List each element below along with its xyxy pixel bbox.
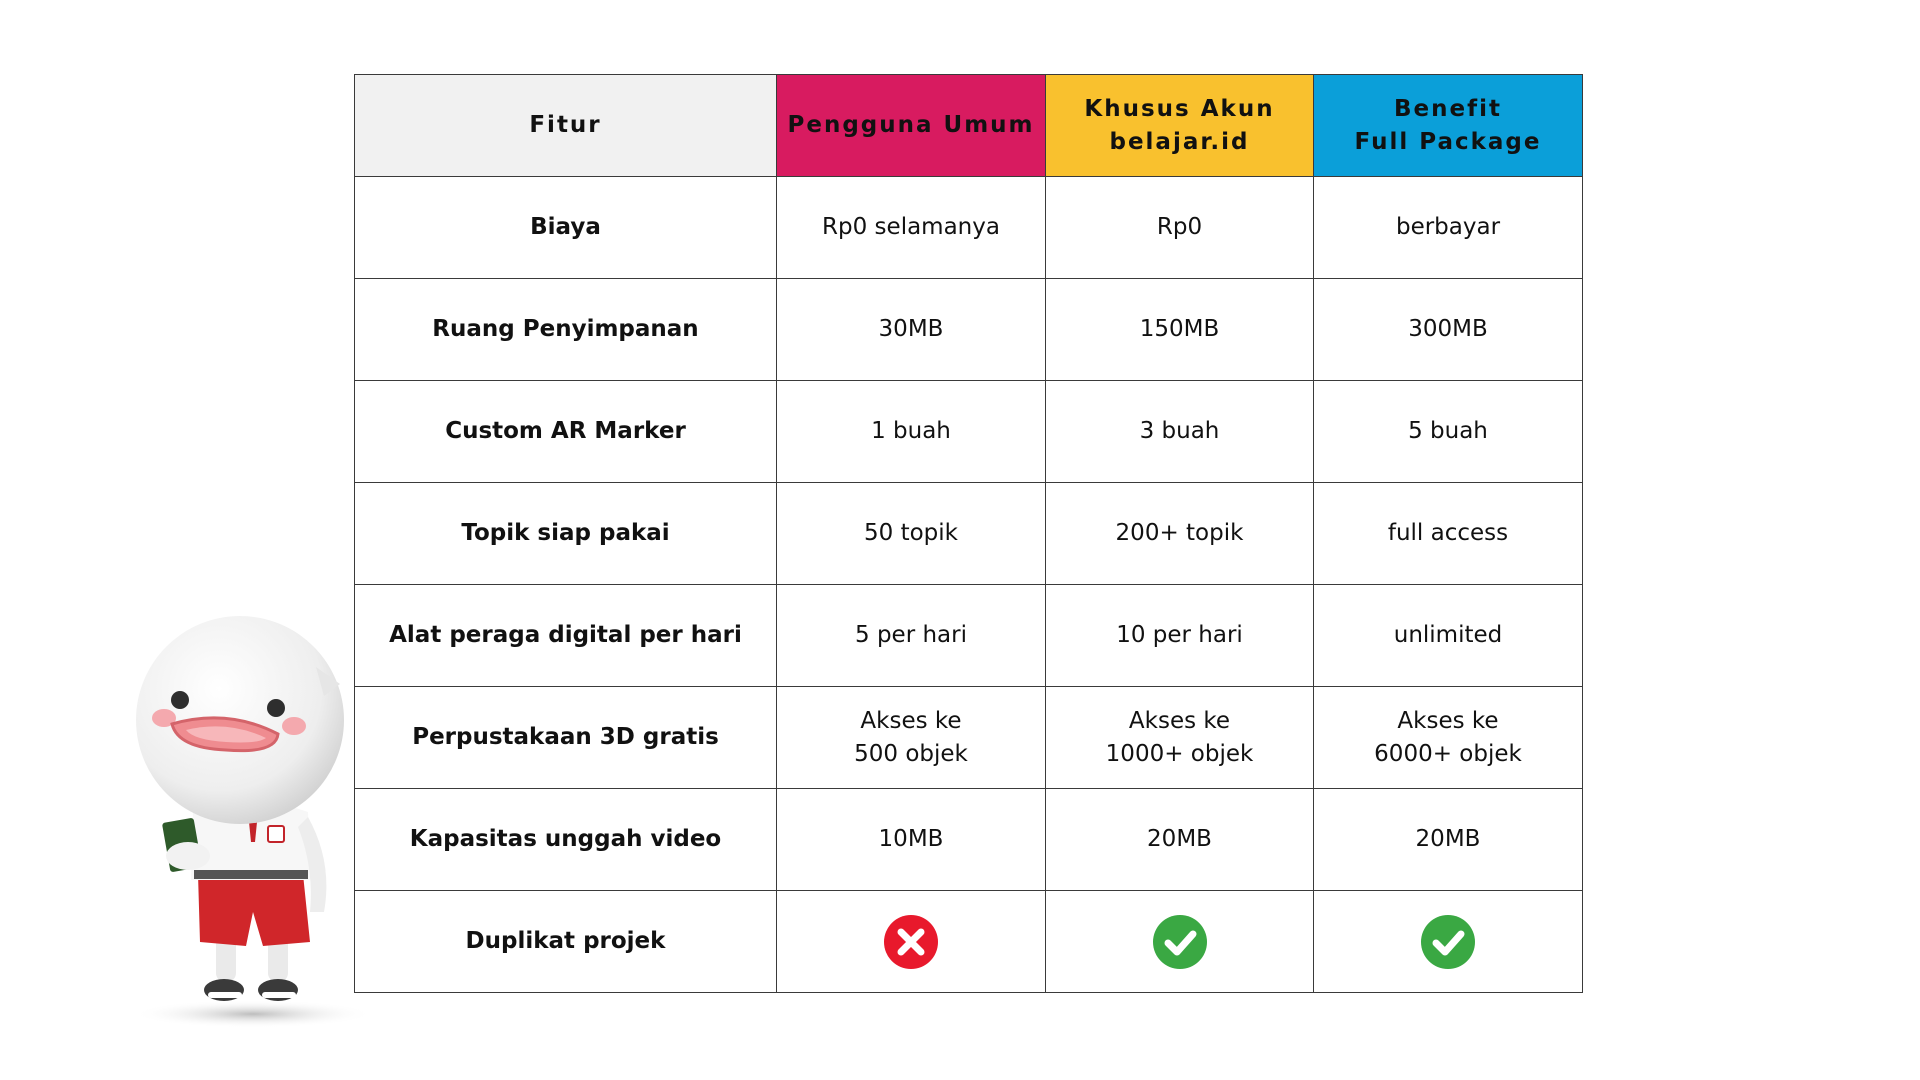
header-akun-belajar-id: Khusus Akun belajar.id [1046, 75, 1314, 177]
header-fitur: Fitur [355, 75, 777, 177]
value-cell: berbayar [1314, 177, 1583, 279]
header-pengguna-umum: Pengguna Umum [777, 75, 1046, 177]
value-cell: 200+ topik [1046, 483, 1314, 585]
table-header-row [355, 75, 1583, 177]
feature-label: Topik siap pakai [355, 483, 777, 585]
table-row [355, 687, 1583, 789]
table-row [355, 483, 1583, 585]
comparison-table [354, 74, 1583, 993]
table-row [355, 789, 1583, 891]
value-cell [1046, 891, 1314, 993]
value-cell: 20MB [1314, 789, 1583, 891]
feature-label: Ruang Penyimpanan [355, 279, 777, 381]
feature-label: Perpustakaan 3D gratis [355, 687, 777, 789]
value-cell [777, 891, 1046, 993]
value-cell: 10 per hari [1046, 585, 1314, 687]
value-cell: full access [1314, 483, 1583, 585]
value-cell: 150MB [1046, 279, 1314, 381]
table-row [355, 585, 1583, 687]
value-cell: 3 buah [1046, 381, 1314, 483]
table-row [355, 381, 1583, 483]
table-row [355, 279, 1583, 381]
cross-icon [883, 914, 939, 970]
check-icon [1152, 914, 1208, 970]
feature-label: Kapasitas unggah video [355, 789, 777, 891]
value-cell: Rp0 selamanya [777, 177, 1046, 279]
feature-label: Biaya [355, 177, 777, 279]
value-cell: Akses ke 500 objek [777, 687, 1046, 789]
value-cell [1314, 891, 1583, 993]
value-cell: 50 topik [777, 483, 1046, 585]
table-row [355, 891, 1583, 993]
value-cell: 5 buah [1314, 381, 1583, 483]
value-cell: 300MB [1314, 279, 1583, 381]
value-cell: Akses ke 6000+ objek [1314, 687, 1583, 789]
feature-label: Duplikat projek [355, 891, 777, 993]
value-cell: 5 per hari [777, 585, 1046, 687]
value-cell: 20MB [1046, 789, 1314, 891]
value-cell: 1 buah [777, 381, 1046, 483]
feature-label: Alat peraga digital per hari [355, 585, 777, 687]
value-cell: 30MB [777, 279, 1046, 381]
value-cell: Rp0 [1046, 177, 1314, 279]
header-full-package: Benefit Full Package [1314, 75, 1583, 177]
table-row [355, 177, 1583, 279]
value-cell: Akses ke 1000+ objek [1046, 687, 1314, 789]
value-cell: unlimited [1314, 585, 1583, 687]
check-icon [1420, 914, 1476, 970]
feature-label: Custom AR Marker [355, 381, 777, 483]
value-cell: 10MB [777, 789, 1046, 891]
